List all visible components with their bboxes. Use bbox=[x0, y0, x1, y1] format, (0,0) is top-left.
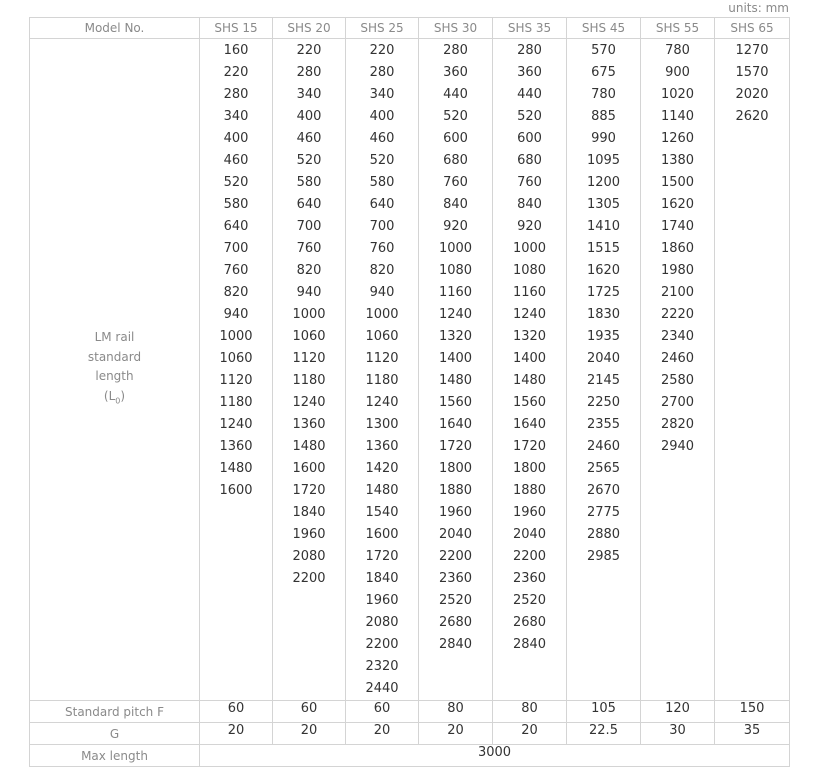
length-value: 340 bbox=[296, 87, 322, 102]
length-value: 1720 bbox=[438, 439, 473, 454]
g-value: 22.5 bbox=[567, 723, 641, 745]
length-value: 1540 bbox=[365, 505, 399, 520]
length-value: 2020 bbox=[735, 87, 769, 102]
length-value: 1640 bbox=[438, 417, 473, 432]
length-column bbox=[419, 39, 493, 701]
length-value: 2520 bbox=[438, 593, 473, 608]
length-value: 680 bbox=[517, 153, 542, 168]
length-value: 1360 bbox=[365, 439, 399, 454]
length-value: 600 bbox=[517, 131, 542, 146]
length-value: 900 bbox=[665, 65, 690, 80]
length-value: 1880 bbox=[512, 483, 547, 498]
length-value: 400 bbox=[296, 109, 322, 124]
length-value: 2200 bbox=[292, 571, 326, 586]
length-value: 2460 bbox=[660, 351, 695, 366]
length-value: 1270 bbox=[735, 43, 769, 58]
length-value: 1600 bbox=[365, 527, 399, 542]
length-value: 2250 bbox=[586, 395, 621, 410]
model-header: SHS 55 bbox=[641, 18, 715, 39]
g-value: 20 bbox=[200, 723, 273, 745]
length-value: 885 bbox=[591, 109, 616, 124]
standard-pitch-label: Standard pitch F bbox=[30, 701, 200, 723]
g-label: G bbox=[30, 723, 200, 745]
length-value: 1480 bbox=[512, 373, 547, 388]
length-value: 1360 bbox=[292, 417, 326, 432]
model-header: SHS 35 bbox=[493, 18, 567, 39]
length-value: 1305 bbox=[586, 197, 621, 212]
length-value: 760 bbox=[517, 175, 542, 190]
length-value: 1480 bbox=[365, 483, 399, 498]
length-value: 1080 bbox=[438, 263, 473, 278]
units-label: units: mm bbox=[728, 1, 789, 15]
length-value: 280 bbox=[443, 43, 468, 58]
length-value: 1410 bbox=[586, 219, 621, 234]
model-header: SHS 45 bbox=[567, 18, 641, 39]
pitch-value: 60 bbox=[200, 701, 273, 723]
length-value: 1000 bbox=[292, 307, 326, 322]
lm-rail-spec-table bbox=[29, 17, 790, 767]
model-header: SHS 65 bbox=[715, 18, 790, 39]
length-value: 2145 bbox=[586, 373, 621, 388]
length-value: 280 bbox=[296, 65, 322, 80]
length-column bbox=[200, 39, 273, 701]
standard-pitch-row bbox=[30, 701, 790, 723]
length-value: 520 bbox=[223, 175, 249, 190]
length-value: 520 bbox=[369, 153, 395, 168]
length-value: 2580 bbox=[660, 373, 695, 388]
length-value: 1860 bbox=[660, 241, 695, 256]
length-value: 1515 bbox=[586, 241, 621, 256]
length-value: 2040 bbox=[586, 351, 621, 366]
length-value: 1800 bbox=[512, 461, 547, 476]
length-value: 640 bbox=[369, 197, 395, 212]
length-value: 940 bbox=[369, 285, 395, 300]
length-value: 700 bbox=[369, 219, 395, 234]
g-value: 20 bbox=[493, 723, 567, 745]
length-value: 1240 bbox=[512, 307, 547, 322]
length-value: 1720 bbox=[512, 439, 547, 454]
length-value: 1720 bbox=[365, 549, 399, 564]
length-value: 2040 bbox=[438, 527, 473, 542]
length-value: 1980 bbox=[660, 263, 695, 278]
length-value: 520 bbox=[443, 109, 468, 124]
length-value: 700 bbox=[223, 241, 249, 256]
length-value: 220 bbox=[223, 65, 249, 80]
lm-rail-length-label: LM rail standard length $(L_0)$ bbox=[30, 39, 200, 701]
length-value: 2200 bbox=[365, 637, 399, 652]
length-value: 2220 bbox=[660, 307, 695, 322]
length-value: 1000 bbox=[219, 329, 253, 344]
length-value: 160 bbox=[223, 43, 249, 58]
length-value: 1180 bbox=[219, 395, 253, 410]
length-value: 1260 bbox=[660, 131, 695, 146]
length-value: 600 bbox=[443, 131, 468, 146]
length-value: 840 bbox=[517, 197, 542, 212]
length-column bbox=[346, 39, 419, 701]
length-column bbox=[493, 39, 567, 701]
length-value: 2985 bbox=[586, 549, 621, 564]
length-value: 1240 bbox=[365, 395, 399, 410]
length-value: 1830 bbox=[586, 307, 621, 322]
length-value: 640 bbox=[223, 219, 249, 234]
length-value: 1640 bbox=[512, 417, 547, 432]
length-value: 280 bbox=[223, 87, 249, 102]
length-value: 460 bbox=[296, 131, 322, 146]
length-value: 1800 bbox=[438, 461, 473, 476]
length-value: 2565 bbox=[586, 461, 621, 476]
length-value: 2200 bbox=[438, 549, 473, 564]
length-value: 1960 bbox=[438, 505, 473, 520]
length-value: 1160 bbox=[438, 285, 473, 300]
length-value: 1840 bbox=[365, 571, 399, 586]
max-length-row bbox=[30, 745, 790, 767]
pitch-value: 150 bbox=[715, 701, 790, 723]
length-value: 1960 bbox=[512, 505, 547, 520]
length-value: 2620 bbox=[735, 109, 769, 124]
length-value: 1320 bbox=[512, 329, 547, 344]
length-value: 1960 bbox=[365, 593, 399, 608]
length-value: 1620 bbox=[586, 263, 621, 278]
length-value: 780 bbox=[591, 87, 616, 102]
length-value: 820 bbox=[296, 263, 322, 278]
length-value: 1120 bbox=[365, 351, 399, 366]
length-value: 440 bbox=[517, 87, 542, 102]
length-value: 1480 bbox=[292, 439, 326, 454]
length-value: 2440 bbox=[365, 681, 399, 696]
max-length-label: Max length bbox=[30, 745, 200, 767]
length-value: 520 bbox=[517, 109, 542, 124]
length-value: 1060 bbox=[292, 329, 326, 344]
model-header: SHS 15 bbox=[200, 18, 273, 39]
length-value: 1200 bbox=[586, 175, 621, 190]
max-length-value: 3000 bbox=[200, 745, 790, 767]
g-value: 20 bbox=[346, 723, 419, 745]
length-value: 640 bbox=[296, 197, 322, 212]
length-value: 920 bbox=[517, 219, 542, 234]
length-value: 1000 bbox=[365, 307, 399, 322]
length-value: 1480 bbox=[219, 461, 253, 476]
length-value: 820 bbox=[223, 285, 249, 300]
length-value: 1180 bbox=[292, 373, 326, 388]
length-value: 580 bbox=[369, 175, 395, 190]
length-value: 2355 bbox=[586, 417, 621, 432]
length-value: 1000 bbox=[512, 241, 547, 256]
length-value: 1080 bbox=[512, 263, 547, 278]
length-value: 920 bbox=[443, 219, 468, 234]
pitch-value: 80 bbox=[493, 701, 567, 723]
length-value: 1060 bbox=[219, 351, 253, 366]
length-value: 2840 bbox=[438, 637, 473, 652]
length-value: 1300 bbox=[365, 417, 399, 432]
length-value: 580 bbox=[223, 197, 249, 212]
length-column bbox=[715, 39, 790, 701]
length-value: 2680 bbox=[438, 615, 473, 630]
length-value: 1240 bbox=[292, 395, 326, 410]
length-value: 1740 bbox=[660, 219, 695, 234]
g-value: 30 bbox=[641, 723, 715, 745]
length-value: 1095 bbox=[586, 153, 621, 168]
length-value: 2080 bbox=[292, 549, 326, 564]
length-value: 1880 bbox=[438, 483, 473, 498]
length-value: 1020 bbox=[660, 87, 695, 102]
length-value: 460 bbox=[223, 153, 249, 168]
length-value: 1560 bbox=[438, 395, 473, 410]
model-no-header: Model No. bbox=[30, 18, 200, 39]
length-column bbox=[641, 39, 715, 701]
length-value: 2100 bbox=[660, 285, 695, 300]
pitch-value: 105 bbox=[567, 701, 641, 723]
length-value: 820 bbox=[369, 263, 395, 278]
length-value: 1620 bbox=[660, 197, 695, 212]
pitch-value: 80 bbox=[419, 701, 493, 723]
length-value: 1725 bbox=[586, 285, 621, 300]
length-value: 1560 bbox=[512, 395, 547, 410]
length-value: 940 bbox=[223, 307, 249, 322]
length-value: 1600 bbox=[292, 461, 326, 476]
length-value: 1420 bbox=[365, 461, 399, 476]
length-value: 1120 bbox=[219, 373, 253, 388]
length-value: 2670 bbox=[586, 483, 621, 498]
length-value: 2820 bbox=[660, 417, 695, 432]
length-value: 780 bbox=[665, 43, 690, 58]
length-value: 440 bbox=[443, 87, 468, 102]
length-value: 580 bbox=[296, 175, 322, 190]
length-value: 220 bbox=[369, 43, 395, 58]
length-value: 340 bbox=[369, 87, 395, 102]
length-value: 700 bbox=[296, 219, 322, 234]
length-value: 1240 bbox=[219, 417, 253, 432]
length-value: 1160 bbox=[512, 285, 547, 300]
model-header: SHS 20 bbox=[273, 18, 346, 39]
length-value: 1180 bbox=[365, 373, 399, 388]
length-value: 2840 bbox=[512, 637, 547, 652]
length-value: 2775 bbox=[586, 505, 621, 520]
length-value: 280 bbox=[369, 65, 395, 80]
length-column bbox=[273, 39, 346, 701]
length-value: 570 bbox=[591, 43, 616, 58]
length-value: 280 bbox=[517, 43, 542, 58]
length-value: 1570 bbox=[735, 65, 769, 80]
length-value: 1600 bbox=[219, 483, 253, 498]
length-value: 760 bbox=[296, 241, 322, 256]
length-value: 400 bbox=[369, 109, 395, 124]
model-header: SHS 25 bbox=[346, 18, 419, 39]
length-value: 1500 bbox=[660, 175, 695, 190]
length-value: 1400 bbox=[512, 351, 547, 366]
length-value: 2200 bbox=[512, 549, 547, 564]
length-value: 360 bbox=[443, 65, 468, 80]
length-value: 1140 bbox=[660, 109, 695, 124]
pitch-value: 60 bbox=[346, 701, 419, 723]
length-value: 1240 bbox=[438, 307, 473, 322]
header-row bbox=[30, 18, 790, 39]
length-value: 680 bbox=[443, 153, 468, 168]
length-value: 1480 bbox=[438, 373, 473, 388]
length-value: 2700 bbox=[660, 395, 695, 410]
length-value: 2680 bbox=[512, 615, 547, 630]
length-value: 1840 bbox=[292, 505, 326, 520]
length-value: 520 bbox=[296, 153, 322, 168]
length-value: 340 bbox=[223, 109, 249, 124]
length-value: 2940 bbox=[660, 439, 695, 454]
length-value: 1360 bbox=[219, 439, 253, 454]
g-value: 20 bbox=[419, 723, 493, 745]
length-value: 1320 bbox=[438, 329, 473, 344]
length-value: 220 bbox=[296, 43, 322, 58]
length-value: 1380 bbox=[660, 153, 695, 168]
length-value: 760 bbox=[223, 263, 249, 278]
pitch-value: 120 bbox=[641, 701, 715, 723]
length-value: 360 bbox=[517, 65, 542, 80]
length-value: 1720 bbox=[292, 483, 326, 498]
length-value: 2520 bbox=[512, 593, 547, 608]
length-value: 400 bbox=[223, 131, 249, 146]
length-value: 840 bbox=[443, 197, 468, 212]
length-value: 760 bbox=[443, 175, 468, 190]
length-value: 940 bbox=[296, 285, 322, 300]
length-value: 1935 bbox=[586, 329, 621, 344]
length-value: 2080 bbox=[365, 615, 399, 630]
length-value: 2460 bbox=[586, 439, 621, 454]
length-value: 1120 bbox=[292, 351, 326, 366]
g-value: 35 bbox=[715, 723, 790, 745]
length-column bbox=[567, 39, 641, 701]
length-value: 760 bbox=[369, 241, 395, 256]
length-value: 990 bbox=[591, 131, 616, 146]
length-value: 1400 bbox=[438, 351, 473, 366]
length-value: 2360 bbox=[438, 571, 473, 586]
lm-rail-length-row bbox=[30, 39, 790, 701]
length-value: 1960 bbox=[292, 527, 326, 542]
length-value: 2360 bbox=[512, 571, 547, 586]
length-value: 460 bbox=[369, 131, 395, 146]
length-value: 1000 bbox=[438, 241, 473, 256]
length-value: 1060 bbox=[365, 329, 399, 344]
length-value: 2340 bbox=[660, 329, 695, 344]
g-value: 20 bbox=[273, 723, 346, 745]
length-value: 2320 bbox=[365, 659, 399, 674]
length-value: 2880 bbox=[586, 527, 621, 542]
length-value: 675 bbox=[591, 65, 616, 80]
pitch-value: 60 bbox=[273, 701, 346, 723]
g-row bbox=[30, 723, 790, 745]
length-value: 2040 bbox=[512, 527, 547, 542]
model-header: SHS 30 bbox=[419, 18, 493, 39]
